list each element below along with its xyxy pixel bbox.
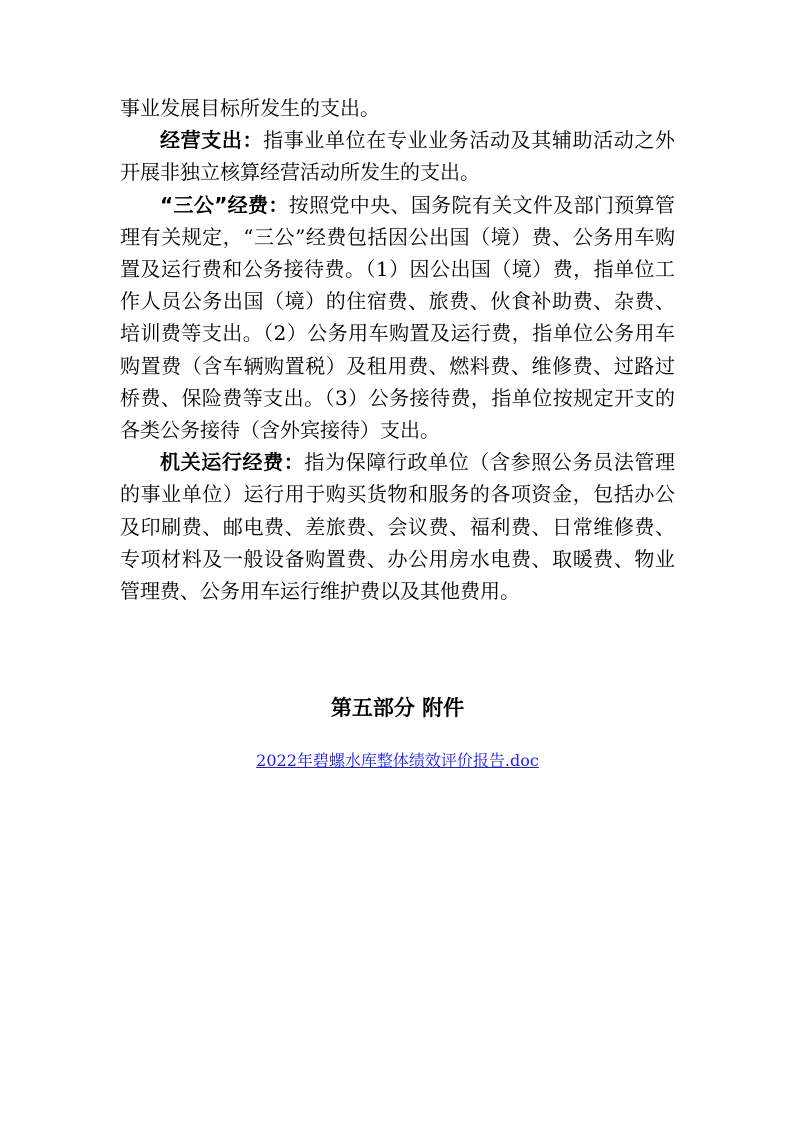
document-page	[120, 92, 676, 770]
term-three-public-expenses: “三公”经费：	[160, 192, 289, 217]
paragraph-text: 事业发展目标所发生的支出。	[120, 96, 380, 120]
paragraph-operating-expenditure	[120, 124, 675, 188]
term-operating-expenditure: 经营支出：	[160, 128, 264, 153]
section-title: 第五部分 附件	[330, 696, 465, 720]
paragraph-three-public-expenses	[120, 189, 675, 447]
paragraph-agency-operating-funds	[120, 446, 675, 607]
paragraph-text: 指事业单位在专业业务活动及其辅助活动之外开展非独立核算经营活动所发生的支出。	[120, 128, 675, 185]
paragraph-text: 按照党中央、国务院有关文件及部门预算管理有关规定，“三公”经费包括因公出国（境）费、公务用车购置及运行费和公务接待费。（1）因公出国（境）费，指单位工作人员公务出国（境）的住宿费、旅费、伙食补助费、杂费、培训费等支出。（2）公务用车购置及运行费，指单位公务用车购置费（含车辆购置税）及租用费、燃料费、维修费、过路过桥费、保险费等支出。（3）公务接待费，指单位按规定开支的各类公务接待（含外宾接待）支出。	[120, 192, 676, 443]
paragraph-continuation	[120, 92, 675, 124]
paragraph-text: 指为保障行政单位（含参照公务员法管理的事业单位）运行用于购买货物和服务的各项资金，包括办公及印刷费、邮电费、差旅费、会议费、福利费、日常维修费、专项材料及一般设备购置费、办公用房水电费、取暖费、物业管理费、公务用车运行维护费以及其他费用。	[120, 450, 675, 604]
term-agency-operating-funds: 机关运行经费：	[160, 450, 305, 475]
attachment-link[interactable]: 2022年碧螺水库整体绩效评价报告.doc	[256, 751, 539, 770]
attachment-container	[120, 749, 675, 773]
